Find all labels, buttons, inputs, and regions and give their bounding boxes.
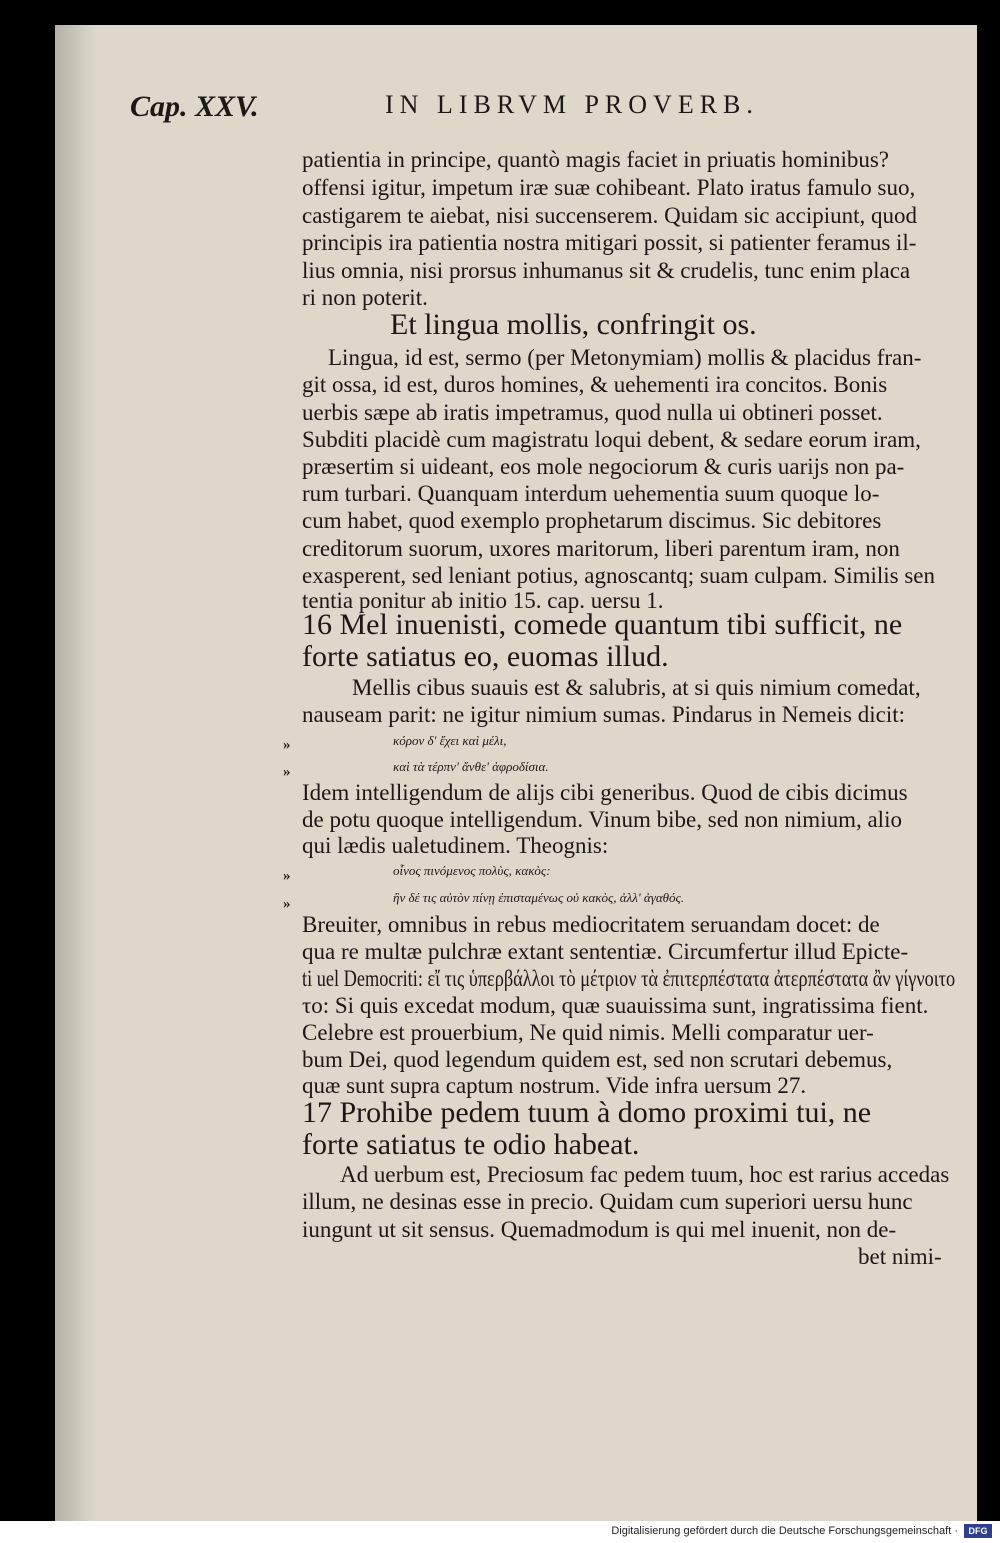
text-line: ri non poterit. (302, 285, 428, 310)
chapter-number: Cap. XXV. (130, 90, 259, 123)
verse-lemma: forte satiatus eo, euomas illud. (302, 640, 669, 673)
text-line: rum turbari. Quanquam interdum uehementia suum quoque lo- (302, 481, 880, 506)
text-line: git ossa, id est, duros homines, & uehementi ira concitos. Bonis (302, 372, 888, 397)
greek-quotation: κόρον δ' ἔχει καὶ μέλι, (393, 733, 507, 748)
funding-credit: Digitalisierung gefördert durch die Deutsche Forschungsgemeinschaft · (611, 1525, 958, 1537)
text-line: castigarem te aiebat, nisi succenserem. Quidam sic accipiunt, quod (302, 203, 918, 228)
text-line: qui lædis ualetudinem. Theognis: (302, 833, 609, 858)
text-line: το: Si quis excedat modum, quæ suauissima sunt, ingratissima fient. (302, 993, 929, 1018)
text-line: patientia in principe, quantò magis faciet in priuatis hominibus? (302, 147, 889, 172)
verse-lemma: Et lingua mollis, confringit os. (390, 308, 757, 341)
text-line: iungunt ut sit sensus. Quemadmodum is qui mel inuenit, non de- (302, 1217, 897, 1242)
text-line: uerbis sæpe ab iratis impetramus, quod nulla ui obtineri posset. (302, 400, 883, 425)
margin-quote-mark: » (283, 737, 291, 753)
text-line: de potu quoque intelligendum. Vinum bibe, sed non nimium, alio (302, 807, 902, 832)
text-line: Lingua, id est, sermo (per Metonymiam) mollis & placidus fran- (328, 345, 922, 370)
text-line: qua re multæ pulchræ extant sententiæ. Circumfertur illud Epicte- (302, 939, 909, 964)
running-title: IN LIBRVM PROVERB. (385, 90, 759, 119)
text-line: illum, ne desinas esse in precio. Quidam cum superiori uersu hunc (302, 1189, 913, 1214)
text-line: Subditi placidè cum magistratu loqui debent, & sedare eorum iram, (302, 427, 921, 452)
text-line: Breuiter, omnibus in rebus mediocritatem seruandam docet: de (302, 912, 880, 937)
text-line: Mellis cibus suauis est & salubris, at si quis nimium comedat, (352, 675, 921, 700)
verse-lemma: 17 Prohibe pedem tuum à domo proximi tui, ne (302, 1096, 872, 1129)
text-line: nauseam parit: ne igitur nimium sumas. Pindarus in Nemeis dicit: (302, 702, 906, 727)
text-line: præsertim si uideant, eos mole negociorum & curis uarijs non pa- (302, 454, 905, 479)
text-line: ti uel Democriti: εἴ τις ὑπερβάλλοι τὸ μέτριον τὰ ἐπιτερπέστατα ἀτερπέστατα ἂν γίγνοιτο (302, 966, 956, 991)
text-line: Idem intelligendum de alijs cibi generibus. Quod de cibis dicimus (302, 780, 908, 805)
text-line: offensi igitur, impetum iræ suæ cohibeant. Plato iratus famulo suo, (302, 175, 916, 200)
text-line: tentia ponitur ab initio 15. cap. uersu 1. (302, 588, 664, 613)
text-line: Ad uerbum est, Preciosum fac pedem tuum, hoc est rarius accedas (340, 1162, 950, 1187)
margin-quote-mark: » (283, 764, 291, 780)
greek-quotation: οἶνος πινόμενος πολὺς, κακὸς: (393, 863, 551, 878)
text-line: principis ira patientia nostra mitigari possit, si patienter feramus il- (302, 230, 917, 255)
verse-lemma: forte satiatus te odio habeat. (302, 1128, 640, 1161)
text-line: cum habet, quod exemplo prophetarum discimus. Sic debitores (302, 508, 882, 533)
verse-lemma: 16 Mel inuenisti, comede quantum tibi sufficit, ne (302, 608, 903, 641)
gutter-shadow (55, 25, 95, 1521)
text-line: creditorum suorum, uxores maritorum, liberi parentum iram, non (302, 536, 900, 561)
text-line: lius omnia, nisi prorsus inhumanus sit & crudelis, tunc enim placa (302, 258, 911, 283)
text-line: Celebre est prouerbium, Ne quid nimis. Melli comparatur uer- (302, 1020, 874, 1045)
dfg-logo: DFG (964, 1524, 992, 1538)
margin-quote-mark: » (283, 896, 291, 912)
margin-quote-mark: » (283, 868, 291, 884)
text-line: quæ sunt supra captum nostrum. Vide infra uersum 27. (302, 1073, 807, 1098)
catchword: bet nimi- (858, 1244, 942, 1269)
digitization-footer (0, 1521, 1000, 1543)
greek-quotation: ἢν δέ τις αὐτὸν πίνῃ ἐπισταμένως οὐ κακὸς, ἀλλ' ἀγαθός. (393, 890, 685, 905)
text-line: bum Dei, quod legendum quidem est, sed non scrutari debemus, (302, 1047, 893, 1072)
text-line: exasperent, sed leniant potius, agnoscantq; suam culpam. Similis sen (302, 563, 936, 588)
greek-quotation: καὶ τὰ τέρπν' ἄνθε' ἀφροδίσια. (393, 759, 549, 774)
